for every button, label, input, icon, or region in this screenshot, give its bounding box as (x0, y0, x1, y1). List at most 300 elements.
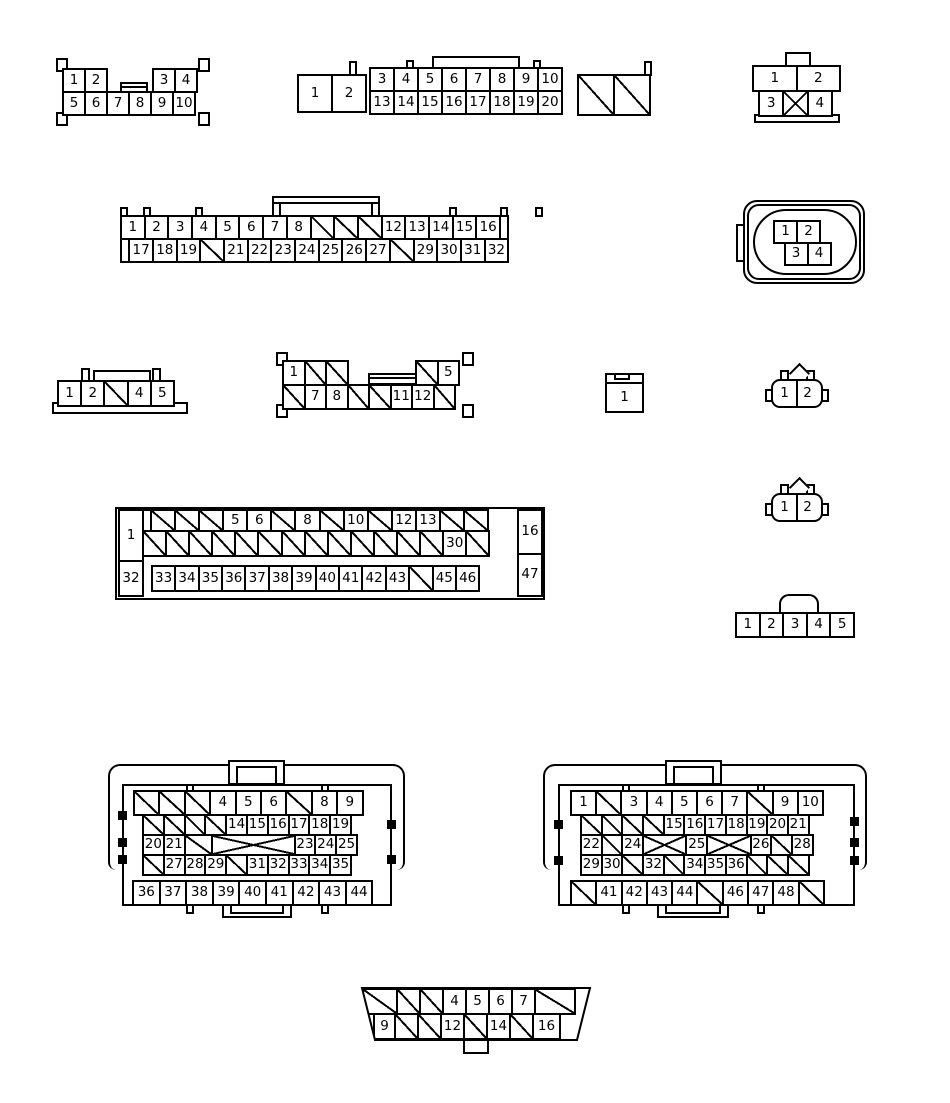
blocked-pin (158, 790, 185, 816)
pin-47: 47 (747, 880, 774, 906)
pin-24: 24 (621, 834, 644, 856)
pin-34: 34 (683, 854, 706, 876)
pin-10: 10 (797, 790, 824, 816)
top-tab (779, 594, 819, 614)
blocked-pin (746, 790, 773, 816)
pin-4: 4 (442, 988, 467, 1015)
pin-37: 37 (244, 565, 269, 592)
pin-16: 16 (475, 215, 501, 240)
pin-11: 11 (390, 384, 414, 410)
pin-44: 44 (671, 880, 698, 906)
blocked-pin (465, 530, 490, 557)
blocked-pin (325, 360, 349, 386)
blocked-pin (367, 509, 393, 532)
pin-4: 4 (209, 790, 236, 816)
pin-8: 8 (325, 384, 349, 410)
pin-31: 31 (246, 854, 269, 876)
pin-grid (57, 380, 175, 407)
blocked-pin (184, 814, 207, 836)
blocked-pin (282, 384, 306, 410)
pin-3: 3 (784, 242, 809, 266)
pin-43: 43 (318, 880, 347, 906)
pin-47: 47 (517, 553, 543, 597)
pin-grid (118, 509, 144, 562)
pin-42: 42 (361, 565, 386, 592)
pin-15: 15 (452, 215, 478, 240)
pin-4: 4 (174, 68, 198, 93)
pin-2: 2 (84, 68, 108, 93)
blocked-pin (746, 854, 769, 876)
pin-35: 35 (329, 854, 352, 876)
lock-bump (554, 856, 563, 865)
pin-41: 41 (265, 880, 294, 906)
lock-bump (118, 811, 127, 820)
blocked-pin (433, 384, 457, 410)
pin-6: 6 (84, 91, 108, 116)
pin-42: 42 (292, 880, 321, 906)
pin-5: 5 (671, 790, 698, 816)
blocked-pin (304, 530, 329, 557)
pin-13: 13 (404, 215, 430, 240)
pin-33: 33 (288, 854, 311, 876)
pin-6: 6 (238, 215, 264, 240)
pin-grid (369, 67, 563, 115)
blocked-pin (350, 530, 375, 557)
pin-32: 32 (118, 560, 144, 597)
pin-43: 43 (385, 565, 410, 592)
pin-6: 6 (441, 67, 467, 92)
pin-36: 36 (132, 880, 161, 906)
pin-grid (772, 495, 820, 521)
pin-19: 19 (329, 814, 352, 836)
blocked-pin (696, 880, 723, 906)
blocked-pin (347, 384, 371, 410)
pin-9: 9 (150, 91, 174, 116)
crossed-pin (642, 834, 687, 856)
blocked-pin (534, 988, 576, 1015)
pin-1: 1 (773, 220, 798, 244)
blocked-pin (211, 530, 236, 557)
pin-2: 2 (80, 380, 105, 407)
pin-14: 14 (428, 215, 454, 240)
blocked-pin (770, 834, 793, 856)
pin-25: 25 (335, 834, 358, 856)
lock-bump (850, 838, 859, 847)
pin-28: 28 (791, 834, 814, 856)
pin-16: 16 (441, 90, 467, 115)
pin-45: 45 (432, 565, 457, 592)
pin-20: 20 (537, 90, 563, 115)
blocked-pin (417, 1013, 442, 1040)
blocked-pin (601, 814, 624, 836)
blocked-pin (142, 854, 165, 876)
pin-5: 5 (222, 509, 248, 532)
lock-bump (850, 817, 859, 826)
pin-25: 25 (318, 238, 344, 263)
blocked-pin (319, 509, 345, 532)
pin-46: 46 (722, 880, 749, 906)
blocked-pin (165, 530, 190, 557)
pin-32: 32 (267, 854, 290, 876)
pin-5: 5 (417, 67, 443, 92)
pin-24: 24 (314, 834, 337, 856)
keying-tab (614, 373, 630, 380)
blocked-pin (595, 790, 622, 816)
pin-grid (517, 509, 543, 555)
pin-8: 8 (489, 67, 515, 92)
pin-3: 3 (782, 612, 808, 638)
pin-5: 5 (150, 380, 175, 407)
blocked-pin (415, 360, 439, 386)
pin-15: 15 (417, 90, 443, 115)
blocked-pin (188, 530, 213, 557)
pin-28: 28 (184, 854, 207, 876)
pin-13: 13 (369, 90, 395, 115)
blocked-pin (787, 854, 810, 876)
pin-38: 38 (268, 565, 293, 592)
blocked-pin (580, 814, 603, 836)
pin-39: 39 (212, 880, 241, 906)
pin-7: 7 (304, 384, 328, 410)
pin-1: 1 (780, 385, 789, 402)
pin-48: 48 (772, 880, 799, 906)
blocked-pin (601, 834, 624, 856)
pin-7: 7 (262, 215, 288, 240)
pin-34: 34 (174, 565, 199, 592)
pin-37: 37 (159, 880, 188, 906)
pin-31: 31 (460, 238, 486, 263)
pin-25: 25 (685, 834, 708, 856)
blocked-pin (419, 988, 444, 1015)
blocked-pin (389, 238, 415, 263)
blocked-pin (310, 215, 336, 240)
pin-5: 5 (829, 612, 855, 638)
pin-10: 10 (172, 91, 196, 116)
pin-4: 4 (393, 67, 419, 92)
blocked-pin (270, 509, 296, 532)
pin-41: 41 (338, 565, 363, 592)
pin-36: 36 (221, 565, 246, 592)
pin-grid (735, 612, 855, 638)
pin-20: 20 (766, 814, 789, 836)
pin-6: 6 (246, 509, 272, 532)
pin-8: 8 (311, 790, 338, 816)
pin-2: 2 (144, 215, 170, 240)
pin-4: 4 (806, 612, 832, 638)
spacer (347, 360, 418, 386)
pin-40: 40 (315, 565, 340, 592)
pin-36: 36 (725, 854, 748, 876)
pin-35: 35 (198, 565, 223, 592)
pin-3: 3 (152, 68, 176, 93)
blocked-pin (327, 530, 352, 557)
pin-23: 23 (270, 238, 296, 263)
pin-9: 9 (513, 67, 539, 92)
pin-2: 2 (331, 74, 367, 113)
pin-1: 1 (752, 65, 798, 92)
blocked-pin (396, 530, 421, 557)
pin-1: 1 (118, 509, 144, 562)
pin-8: 8 (286, 215, 312, 240)
spacer (106, 68, 154, 93)
lock-bump (387, 855, 396, 864)
blocked-pin (133, 790, 160, 816)
blocked-pin (621, 814, 644, 836)
corner-ear (198, 58, 210, 72)
blocked-pin (357, 215, 383, 240)
pin-21: 21 (223, 238, 249, 263)
pin-21: 21 (787, 814, 810, 836)
blocked-pin (304, 360, 328, 386)
pin-30: 30 (601, 854, 624, 876)
pin-1: 1 (570, 790, 597, 816)
pin-4: 4 (807, 242, 832, 266)
blocked-pin (234, 530, 259, 557)
blocked-pin (663, 854, 686, 876)
pin-1: 1 (282, 360, 306, 386)
blocked-pin (184, 834, 214, 856)
corner-ear (198, 112, 210, 126)
pin-2: 2 (759, 612, 785, 638)
pin-grid (570, 790, 824, 816)
pin-7: 7 (465, 67, 491, 92)
pin-6: 6 (696, 790, 723, 816)
pin-17: 17 (288, 814, 311, 836)
pin-7: 7 (106, 91, 130, 116)
blocked-pin (798, 880, 825, 906)
lock-bump (554, 820, 563, 829)
blocked-pin (613, 74, 651, 116)
lock-bump (850, 856, 859, 865)
lock-post (535, 207, 543, 217)
pin-8: 8 (128, 91, 152, 116)
pin-grid (362, 988, 576, 1040)
pin-7: 7 (511, 988, 536, 1015)
blocked-pin (394, 1013, 419, 1040)
pin-2: 2 (796, 65, 842, 92)
blocked-pin (281, 530, 306, 557)
pin-1: 1 (620, 388, 629, 405)
blocked-pin (174, 509, 200, 532)
pin-1: 1 (735, 612, 761, 638)
pin-23: 23 (294, 834, 317, 856)
pin-18: 18 (152, 238, 178, 263)
pin-5: 5 (437, 360, 461, 386)
pin-24: 24 (294, 238, 320, 263)
pin-6: 6 (260, 790, 287, 816)
pin-40: 40 (238, 880, 267, 906)
blocked-pin (199, 238, 225, 263)
blocked-pin (509, 1013, 534, 1040)
pin-19: 19 (513, 90, 539, 115)
blocked-pin (184, 790, 211, 816)
pin-grid (142, 565, 480, 592)
pin-16: 16 (683, 814, 706, 836)
pin-15: 15 (246, 814, 269, 836)
pin-6: 6 (488, 988, 513, 1015)
pin-22: 22 (580, 834, 603, 856)
pin-35: 35 (704, 854, 727, 876)
pin-29: 29 (580, 854, 603, 876)
pin-grid (62, 68, 198, 116)
blocked-pin (142, 814, 165, 836)
blocked-pin (103, 380, 128, 407)
pin-13: 13 (415, 509, 441, 532)
lock-bump (118, 855, 127, 864)
blocked-pin (142, 530, 167, 557)
crossed-pin (706, 834, 751, 856)
pin-43: 43 (646, 880, 673, 906)
pin-2: 2 (803, 499, 812, 516)
pin-39: 39 (291, 565, 316, 592)
pin-grid (133, 790, 364, 816)
pin-16: 16 (267, 814, 290, 836)
pin-10: 10 (537, 67, 563, 92)
blocked-pin (333, 215, 359, 240)
pin-12: 12 (381, 215, 407, 240)
pin-29: 29 (204, 854, 227, 876)
blocked-pin (642, 814, 665, 836)
pin-46: 46 (455, 565, 480, 592)
blocked-pin (373, 530, 398, 557)
pin-17: 17 (128, 238, 154, 263)
blank-pin (499, 215, 509, 240)
pin-21: 21 (163, 834, 186, 856)
pin-19: 19 (176, 238, 202, 263)
pin-12: 12 (391, 509, 417, 532)
pin-9: 9 (772, 790, 799, 816)
pin-32: 32 (642, 854, 665, 876)
blocked-pin (621, 854, 644, 876)
pin-18: 18 (308, 814, 331, 836)
pin-grid (517, 553, 543, 597)
blocked-pin (362, 988, 398, 1015)
blocked-pin (766, 854, 789, 876)
pin-3: 3 (620, 790, 647, 816)
pin-grid (282, 360, 460, 410)
pin-3: 3 (369, 67, 395, 92)
blocked-pin (463, 509, 489, 532)
pin-4: 4 (127, 380, 152, 407)
pin-5: 5 (215, 215, 241, 240)
blocked-pin (577, 74, 615, 116)
pin-5: 5 (465, 988, 490, 1015)
blocked-pin (368, 384, 392, 410)
pin-17: 17 (465, 90, 491, 115)
pin-grid (142, 814, 358, 876)
blocked-pin (198, 509, 224, 532)
blocked-pin (439, 509, 465, 532)
pin-grid (142, 530, 490, 557)
pin-12: 12 (440, 1013, 465, 1040)
pin-grid (758, 90, 833, 117)
pin-8: 8 (294, 509, 320, 532)
pin-14: 14 (225, 814, 248, 836)
bail-bar (272, 196, 380, 204)
pin-15: 15 (663, 814, 686, 836)
pin-18: 18 (725, 814, 748, 836)
pin-3: 3 (758, 90, 784, 117)
pin-30: 30 (442, 530, 467, 557)
pin-grid (570, 880, 825, 906)
crossed-pin (211, 834, 295, 856)
pin-3: 3 (167, 215, 193, 240)
blocked-pin (570, 880, 597, 906)
pin-34: 34 (308, 854, 331, 876)
pin-4: 4 (807, 90, 833, 117)
pin-42: 42 (621, 880, 648, 906)
corner-ear (462, 404, 474, 418)
pin-1: 1 (780, 499, 789, 516)
pin-32: 32 (484, 238, 510, 263)
pin-5: 5 (62, 91, 86, 116)
pin-2: 2 (803, 385, 812, 402)
pin-1: 1 (57, 380, 82, 407)
pin-9: 9 (373, 1013, 396, 1040)
blocked-pin (225, 854, 248, 876)
pin-grid (772, 381, 820, 407)
pin-grid (752, 65, 841, 92)
pin-grid (120, 215, 509, 263)
pin-grid (773, 220, 832, 266)
pin-18: 18 (489, 90, 515, 115)
lock-bump (118, 838, 127, 847)
pin-19: 19 (746, 814, 769, 836)
pin-17: 17 (704, 814, 727, 836)
blocked-pin (285, 790, 312, 816)
pin-27: 27 (163, 854, 186, 876)
pin-14: 14 (393, 90, 419, 115)
pin-16: 16 (517, 509, 543, 555)
blocked-pin (408, 565, 433, 592)
pin-grid (132, 880, 373, 906)
pin-grid (580, 814, 814, 876)
pin-1: 1 (297, 74, 333, 113)
blocked-pin (396, 988, 421, 1015)
pin-5: 5 (235, 790, 262, 816)
pin-4: 4 (191, 215, 217, 240)
pin-7: 7 (721, 790, 748, 816)
pin-16: 16 (532, 1013, 561, 1040)
lock-bump (387, 820, 396, 829)
pin-9: 9 (336, 790, 363, 816)
blocked-pin (163, 814, 186, 836)
pin-26: 26 (750, 834, 773, 856)
blocked-pin (204, 814, 227, 836)
pin-38: 38 (185, 880, 214, 906)
pin-22: 22 (247, 238, 273, 263)
pin-grid (142, 509, 489, 532)
crossed-pin (782, 90, 808, 117)
pin-20: 20 (142, 834, 165, 856)
pin-2: 2 (796, 220, 821, 244)
blocked-pin (150, 509, 176, 532)
pin-grid (605, 383, 644, 412)
pin-14: 14 (486, 1013, 511, 1040)
pin-1: 1 (120, 215, 146, 240)
corner-ear (462, 352, 474, 366)
pin-27: 27 (365, 238, 391, 263)
pin-33: 33 (151, 565, 176, 592)
pin-29: 29 (413, 238, 439, 263)
blocked-pin (419, 530, 444, 557)
pin-44: 44 (345, 880, 374, 906)
pin-1: 1 (62, 68, 86, 93)
pin-grid (118, 560, 144, 597)
top-tab-inner (236, 766, 277, 785)
pin-12: 12 (411, 384, 435, 410)
pin-grid (577, 74, 651, 116)
